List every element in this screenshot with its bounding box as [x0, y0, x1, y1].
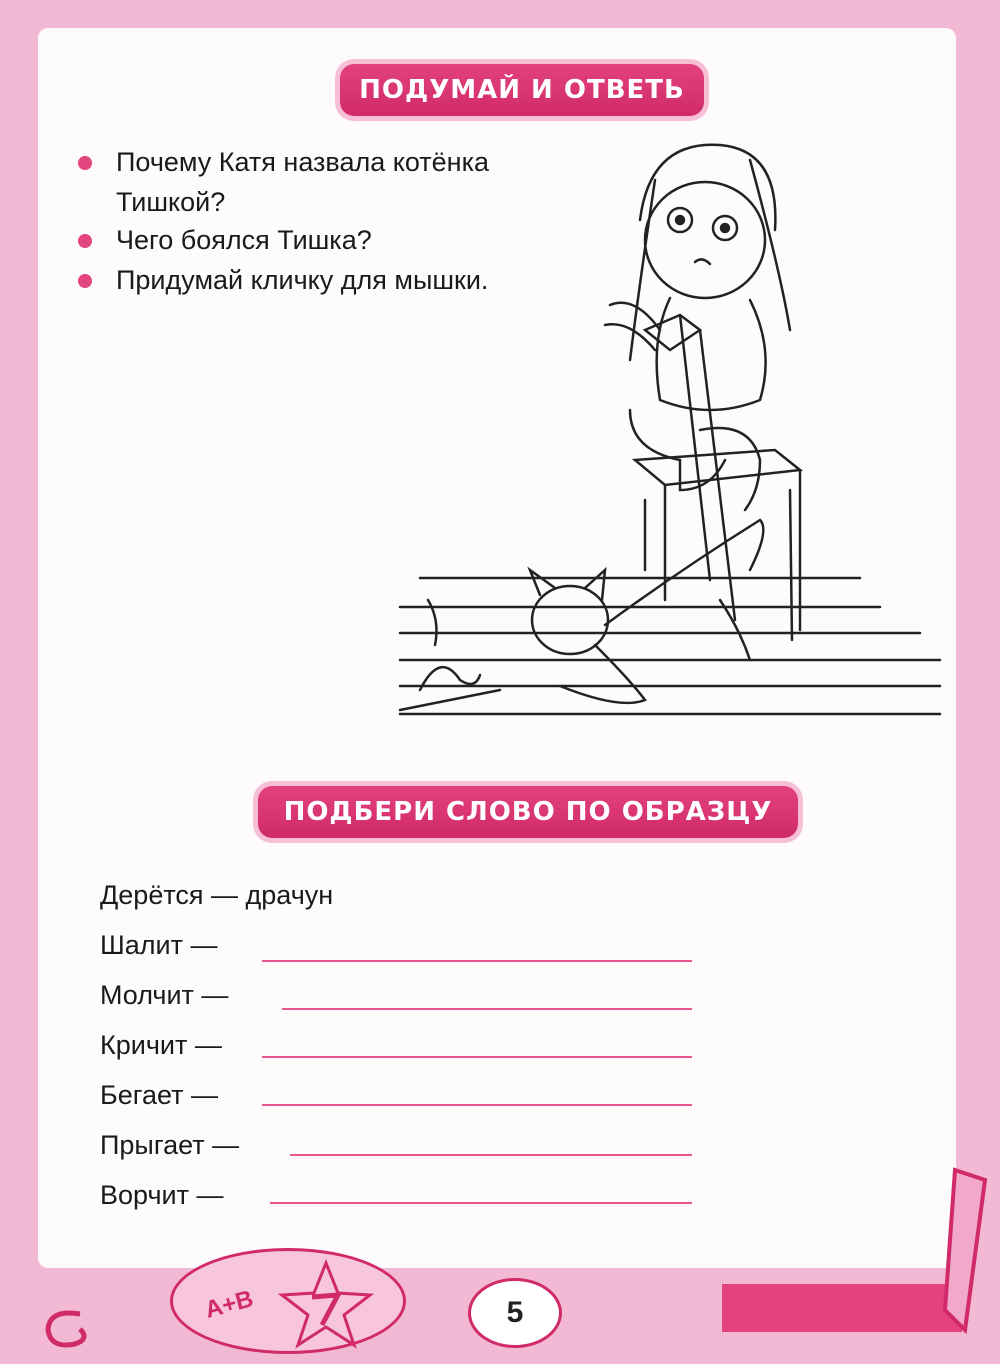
- answer-line[interactable]: [262, 1104, 692, 1106]
- page-number: 5: [468, 1278, 562, 1348]
- example-word: Дерётся — драчун: [100, 880, 334, 910]
- pencil-icon: [935, 1160, 995, 1350]
- footer-badge: [170, 1248, 406, 1354]
- answer-line[interactable]: [270, 1202, 692, 1204]
- illustration-girl-chair-cat: [380, 100, 960, 740]
- word-item: Кричит —: [100, 1030, 222, 1060]
- badge-text: A+B: [202, 1285, 257, 1324]
- word-item: Прыгает —: [100, 1130, 240, 1160]
- footer-decoration-bar: [722, 1284, 962, 1332]
- answer-line[interactable]: [290, 1154, 692, 1156]
- answer-line[interactable]: [262, 1056, 692, 1058]
- answer-line[interactable]: [262, 960, 692, 962]
- word-item: Шалит —: [100, 930, 218, 960]
- word-item: Ворчит —: [100, 1180, 224, 1210]
- word-item: Бегает —: [100, 1080, 218, 1110]
- question-text: Чего боялся Тишка?: [116, 225, 372, 255]
- swirl-icon: [40, 1304, 100, 1354]
- word-item: Молчит —: [100, 980, 229, 1010]
- star-icon: [278, 1259, 374, 1349]
- section-title-think-answer: ПОДУМАЙ И ОТВЕТЬ: [340, 64, 704, 116]
- question-text: Почему Катя назвала котёнка Тишкой?: [116, 147, 490, 217]
- answer-line[interactable]: [282, 1008, 692, 1010]
- section-title-pick-word: ПОДБЕРИ СЛОВО ПО ОБРАЗЦУ: [258, 786, 798, 838]
- question-text: Придумай кличку для мышки.: [116, 265, 489, 295]
